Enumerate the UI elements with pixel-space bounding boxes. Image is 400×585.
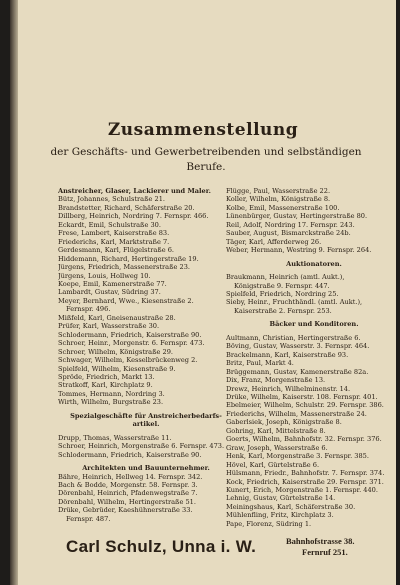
directory-entry: Flügge, Paul, Wasserstraße 22. — [226, 187, 331, 195]
directory-entry: Sauber, August, Bismarckstraße 24b. — [226, 229, 351, 238]
directory-entry: Schlodermann, Friedrich, Kaiserstraße 90. — [58, 330, 202, 339]
directory-entry: Schroer, Heinr., Morgenstr. 6. Fernspr. 473. — [58, 339, 205, 348]
directory-entry: Aultmann, Christian, Hertingerstraße 6. — [226, 333, 361, 342]
directory-entry: Ebelmeier, Wilhelm, Schulstr. 29. Fernspr. 386. — [226, 401, 384, 410]
directory-entry: Täger, Karl, Afferderweg 26. — [226, 237, 322, 246]
directory-entry: Bähre, Heinrich, Hellweg 14. Fernspr. 342. — [58, 472, 203, 481]
directory-entry: Mühlenfling, Fritz, Kirchplatz 3. — [226, 511, 334, 520]
directory-entry: Drupp, Thomas, Wasserstraße 11. — [58, 433, 172, 442]
directory-entry: Drüke, Wilhelm, Kaiserstr. 108. Fernspr. 401. — [226, 392, 378, 401]
directory-entry: Meiningshaus, Karl, Schäferstraße 30. — [226, 502, 356, 511]
subtitle-line: Berufe. — [186, 161, 226, 173]
directory-page — [10, 0, 396, 585]
directory-entry: Schroer, Wilhelm, Königstraße 29. — [58, 347, 173, 356]
section-heading: Anstreicher, Glaser, Lackierer und Maler. — [58, 187, 211, 195]
directory-entry: Lünenbürger, Gustav, Hertingerstraße 80. — [226, 212, 368, 221]
directory-entry: Dillberg, Heinrich, Nordring 7. Fernspr. 466. — [58, 212, 209, 221]
directory-entry: Kaiserstraße 2. Fernspr. 253. — [234, 306, 332, 315]
section-heading: Spezialgeschäfte für Anstreicherbedarfs- — [70, 411, 222, 420]
directory-entry: Spielfeld, Wilhelm, Kiesenstraße 9. — [58, 364, 176, 373]
page-subtitle — [16, 145, 396, 175]
directory-entry: Drüke, Gebrüder, Kaeshühnerstraße 33. — [58, 506, 193, 515]
directory-entry: Koepe, Emil, Kamenerstraße 77. — [58, 279, 167, 288]
directory-entry: Fernspr. 496. — [66, 305, 111, 314]
page-title: Zusammenstellung — [107, 120, 299, 140]
subtitle-line: der Geschäfts- und Gewerbetreibenden und selbständigen — [50, 146, 362, 158]
directory-entry: Kolbe, Emil, Massenerstraße 100. — [226, 203, 340, 212]
directory-entry: Lehnig, Gustav, Gürtelstraße 14. — [226, 494, 336, 503]
page-edge-shadow — [10, 0, 18, 585]
company-name: Carl Schulz, Unna i. W. — [66, 537, 257, 556]
directory-entry: Eckardt, Emil, Schulstraße 30. — [58, 220, 161, 229]
directory-entry: Graw, Joseph, Wasserstraße 6. — [226, 443, 328, 452]
directory-entry: Braukmann, Heinrich (amtl. Aukt.), — [226, 273, 345, 282]
directory-entry: Gohring, Karl, Mittelstraße 8. — [226, 426, 326, 435]
right-column — [226, 187, 396, 528]
section-heading: Architekten und Bauunternehmer. — [82, 464, 210, 473]
directory-entry: Brüggemann, Gustav, Kamenerstraße 82a. — [226, 367, 369, 376]
directory-entry: Schwager, Wilhelm, Kesselbrückenweg 2. — [58, 356, 198, 365]
directory-entry: Pape, Florenz, Südring 1. — [226, 519, 312, 528]
directory-entry: Hövel, Karl, Gürtelstraße 6. — [226, 460, 320, 469]
directory-entry: Henk, Karl, Morgenstraße 3. Fernspr. 385. — [226, 452, 369, 461]
directory-entry: Dix, Franz, Morgenstraße 13. — [226, 376, 326, 385]
directory-entry: Tommes, Hermann, Nordring 3. — [58, 389, 165, 398]
directory-entry: Goerts, Wilhelm, Bahnhofstr. 32. Fernspr. 376. — [226, 435, 382, 444]
directory-entry: Königstraße 9. Fernspr. 447. — [234, 281, 330, 290]
directory-entry: Friederichs, Karl, Marktstraße 7. — [58, 237, 170, 246]
directory-entry: Brandstetter, Richard, Schäferstraße 20. — [58, 203, 195, 212]
directory-entry: Britz, Paul, Markt 4. — [226, 359, 294, 368]
directory-entry: Wirth, Wilhelm, Burgstraße 23. — [58, 398, 164, 407]
section-heading: Auktionatoren. — [286, 259, 342, 268]
directory-entry: Bütz, Johannes, Schulstraße 21. — [58, 195, 165, 204]
left-column — [58, 187, 234, 523]
directory-entry: Schlodermann, Friedrich, Kaiserstraße 90. — [58, 450, 202, 459]
directory-entry: Mißfeld, Karl, Gneisenaustraße 28. — [58, 313, 176, 322]
directory-entry: Gaberlsiek, Joseph, Königstraße 8. — [226, 418, 342, 427]
directory-entry: Koller, Wilhelm, Königstraße 8. — [226, 195, 331, 204]
directory-entry: Gerdesmann, Karl, Flügelstraße 6. — [58, 246, 174, 255]
directory-entry: Bach & Bodde, Morgenstr. 58. Fernspr. 3. — [58, 480, 198, 489]
directory-entry: Schroer, Heinrich, Morgenstraße 6. Fernspr. 473. — [58, 442, 225, 451]
advertisement-footer — [58, 535, 388, 567]
directory-entry: Jürgens, Louis, Hollweg 10. — [58, 271, 151, 280]
directory-entry: Sieby, Heinr., Fruchthändl. (amtl. Aukt.), — [226, 298, 363, 307]
directory-entry: Friederichs, Wilhelm, Massenerstraße 24. — [226, 409, 367, 418]
directory-entry: Fernspr. 487. — [66, 514, 111, 523]
directory-entry: Lambardt, Gustav, Südring 37. — [58, 288, 161, 297]
directory-entry: Hiddemann, Richard, Hertingerstraße 19. — [58, 254, 199, 263]
company-phone: Fernruf 251. — [302, 547, 348, 557]
directory-entry: Spielfeld, Friedrich, Nordring 25. — [226, 289, 339, 298]
directory-entry: Stratkoff, Karl, Kirchplatz 9. — [58, 381, 153, 390]
section-heading: Bäcker und Konditoren. — [269, 320, 359, 329]
directory-entry: Dörenbahl, Wilhelm, Hertingerstraße 51. — [58, 497, 196, 506]
directory-entry: Meyer, Bernhard, Wwe., Kiesenstraße 2. — [58, 296, 194, 305]
company-address: Bahnhofstrasse 38. — [286, 536, 355, 546]
directory-entry: Hülsmann, Friedr., Bahnhofstr. 7. Fernspr. 374. — [226, 469, 385, 478]
directory-entry: Frese, Lambert, Kaiserstraße 83. — [58, 229, 170, 238]
directory-entry: Reil, Adolf, Nordring 17. Fernspr. 243. — [226, 220, 355, 229]
directory-entry: Jürgens, Friedrich, Massenerstraße 23. — [58, 263, 190, 272]
directory-entry: Drewz, Heinrich, Wilhelminenstr. 14. — [226, 384, 351, 393]
section-heading: artikel. — [132, 420, 160, 429]
directory-entry: Brackelmann, Karl, Kaiserstraße 93. — [226, 350, 349, 359]
directory-entry: Weber, Hermann, Westring 9. Fernspr. 264. — [226, 246, 372, 255]
directory-entry: Kunert, Erich, Morgenstraße 1. Fernspr. 440. — [226, 485, 378, 494]
directory-entry: Spröde, Friedrich, Markt 13. — [58, 372, 155, 381]
directory-entry: Dörenbahl, Heinrich, Pfadenwegstraße 7. — [58, 489, 198, 498]
directory-entry: Kock, Friedrich, Kaiserstraße 29. Fernspr. 371. — [226, 477, 384, 486]
directory-entry: Böving, Gustav, Wasserstr. 3. Fernspr. 464. — [226, 342, 370, 351]
directory-entry: Prüfer, Karl, Wasserstraße 30. — [58, 322, 160, 331]
